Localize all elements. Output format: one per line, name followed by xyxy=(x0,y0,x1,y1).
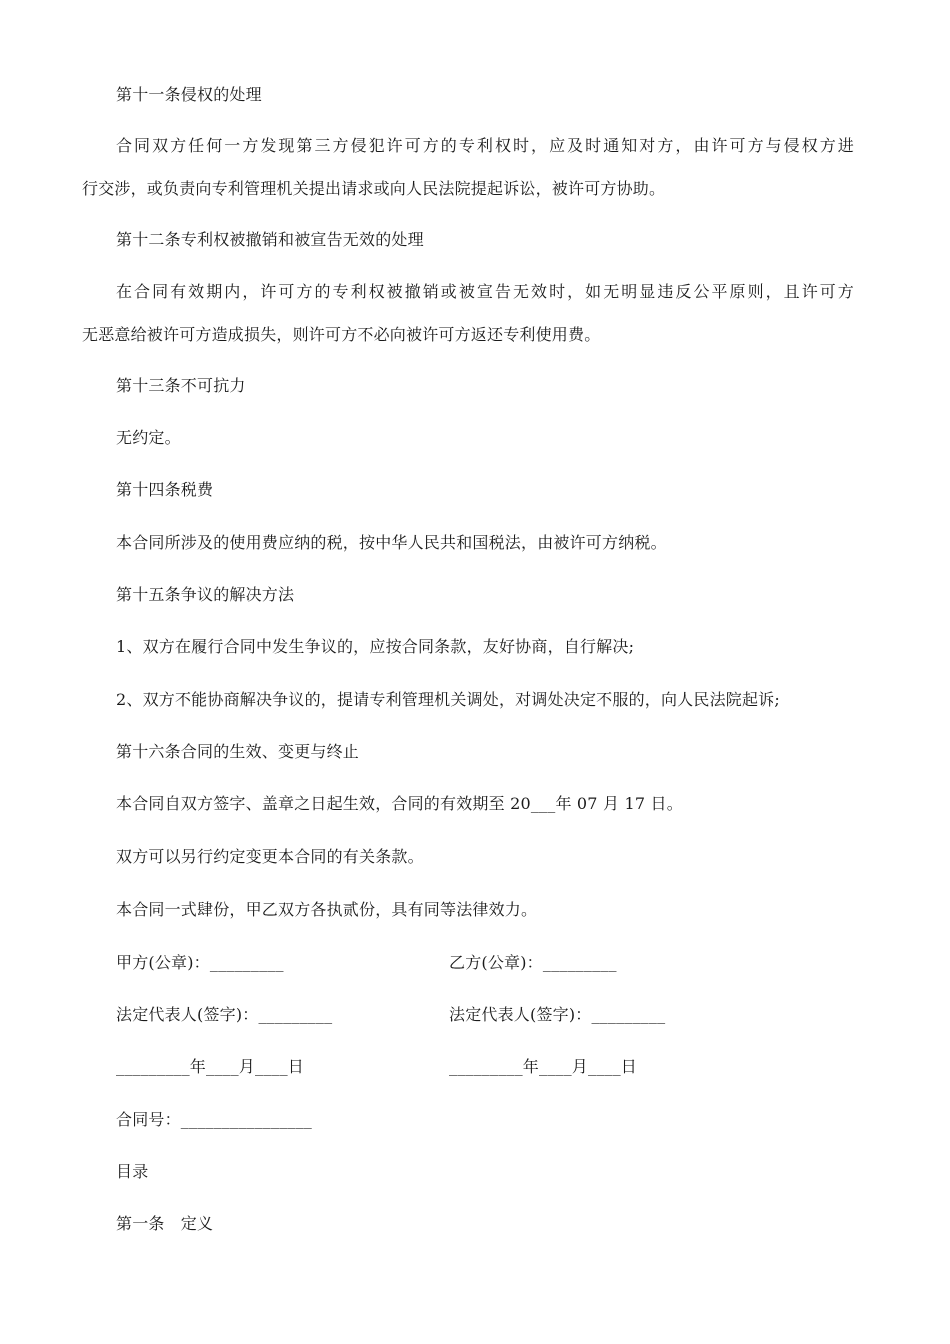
article-11-text-line2: 行交涉，或负责向专利管理机关提出请求或向人民法院提起诉讼，被许可方协助。 xyxy=(82,179,666,198)
party-b-representative: 法定代表人(签字)：_________ xyxy=(449,1005,666,1024)
article-15-item-1: 1、双方在履行合同中发生争议的，应按合同条款，友好协商，自行解决; xyxy=(116,637,635,656)
contract-number: 合同号：________________ xyxy=(116,1110,313,1129)
party-b-seal: 乙方(公章)：_________ xyxy=(449,953,617,972)
article-13-heading: 第十三条不可抗力 xyxy=(116,376,246,395)
article-11-text-line1: 合同双方任何一方发现第三方侵犯许可方的专利权时，应及时通知对方，由许可方与侵权方进 xyxy=(116,136,854,155)
article-11-heading: 第十一条侵权的处理 xyxy=(116,85,262,104)
article-15-item-2: 2、双方不能协商解决争议的，提请专利管理机关调处，对调处决定不服的，向人民法院起诉; xyxy=(116,690,780,709)
article-16-text-3: 本合同一式肆份，甲乙双方各执贰份，具有同等法律效力。 xyxy=(116,900,538,919)
party-a-date: _________年____月____日 xyxy=(116,1057,305,1076)
article-16-text-1: 本合同自双方签字、盖章之日起生效，合同的有效期至 20___年 07 月 17 日。 xyxy=(116,794,683,813)
party-a-representative: 法定代表人(签字)：_________ xyxy=(116,1005,333,1024)
article-12-text-line2: 无恶意给被许可方造成损失，则许可方不必向被许可方返还专利使用费。 xyxy=(82,325,601,344)
article-16-text-2: 双方可以另行约定变更本合同的有关条款。 xyxy=(116,847,424,866)
article-12-text-line1: 在合同有效期内，许可方的专利权被撤销或被宣告无效时，如无明显违反公平原则，且许可方 xyxy=(116,282,854,301)
party-a-seal: 甲方(公章)：_________ xyxy=(116,953,284,972)
article-15-heading: 第十五条争议的解决方法 xyxy=(116,585,295,604)
party-b-date: _________年____月____日 xyxy=(449,1057,638,1076)
article-12-heading: 第十二条专利权被撤销和被宣告无效的处理 xyxy=(116,230,424,249)
article-14-text: 本合同所涉及的使用费应纳的税，按中华人民共和国税法，由被许可方纳税。 xyxy=(116,533,667,552)
toc-item-1: 第一条 定义 xyxy=(116,1214,214,1233)
toc-title: 目录 xyxy=(116,1162,149,1181)
article-16-heading: 第十六条合同的生效、变更与终止 xyxy=(116,742,360,761)
article-13-text: 无约定。 xyxy=(116,428,181,447)
article-14-heading: 第十四条税费 xyxy=(116,480,214,499)
